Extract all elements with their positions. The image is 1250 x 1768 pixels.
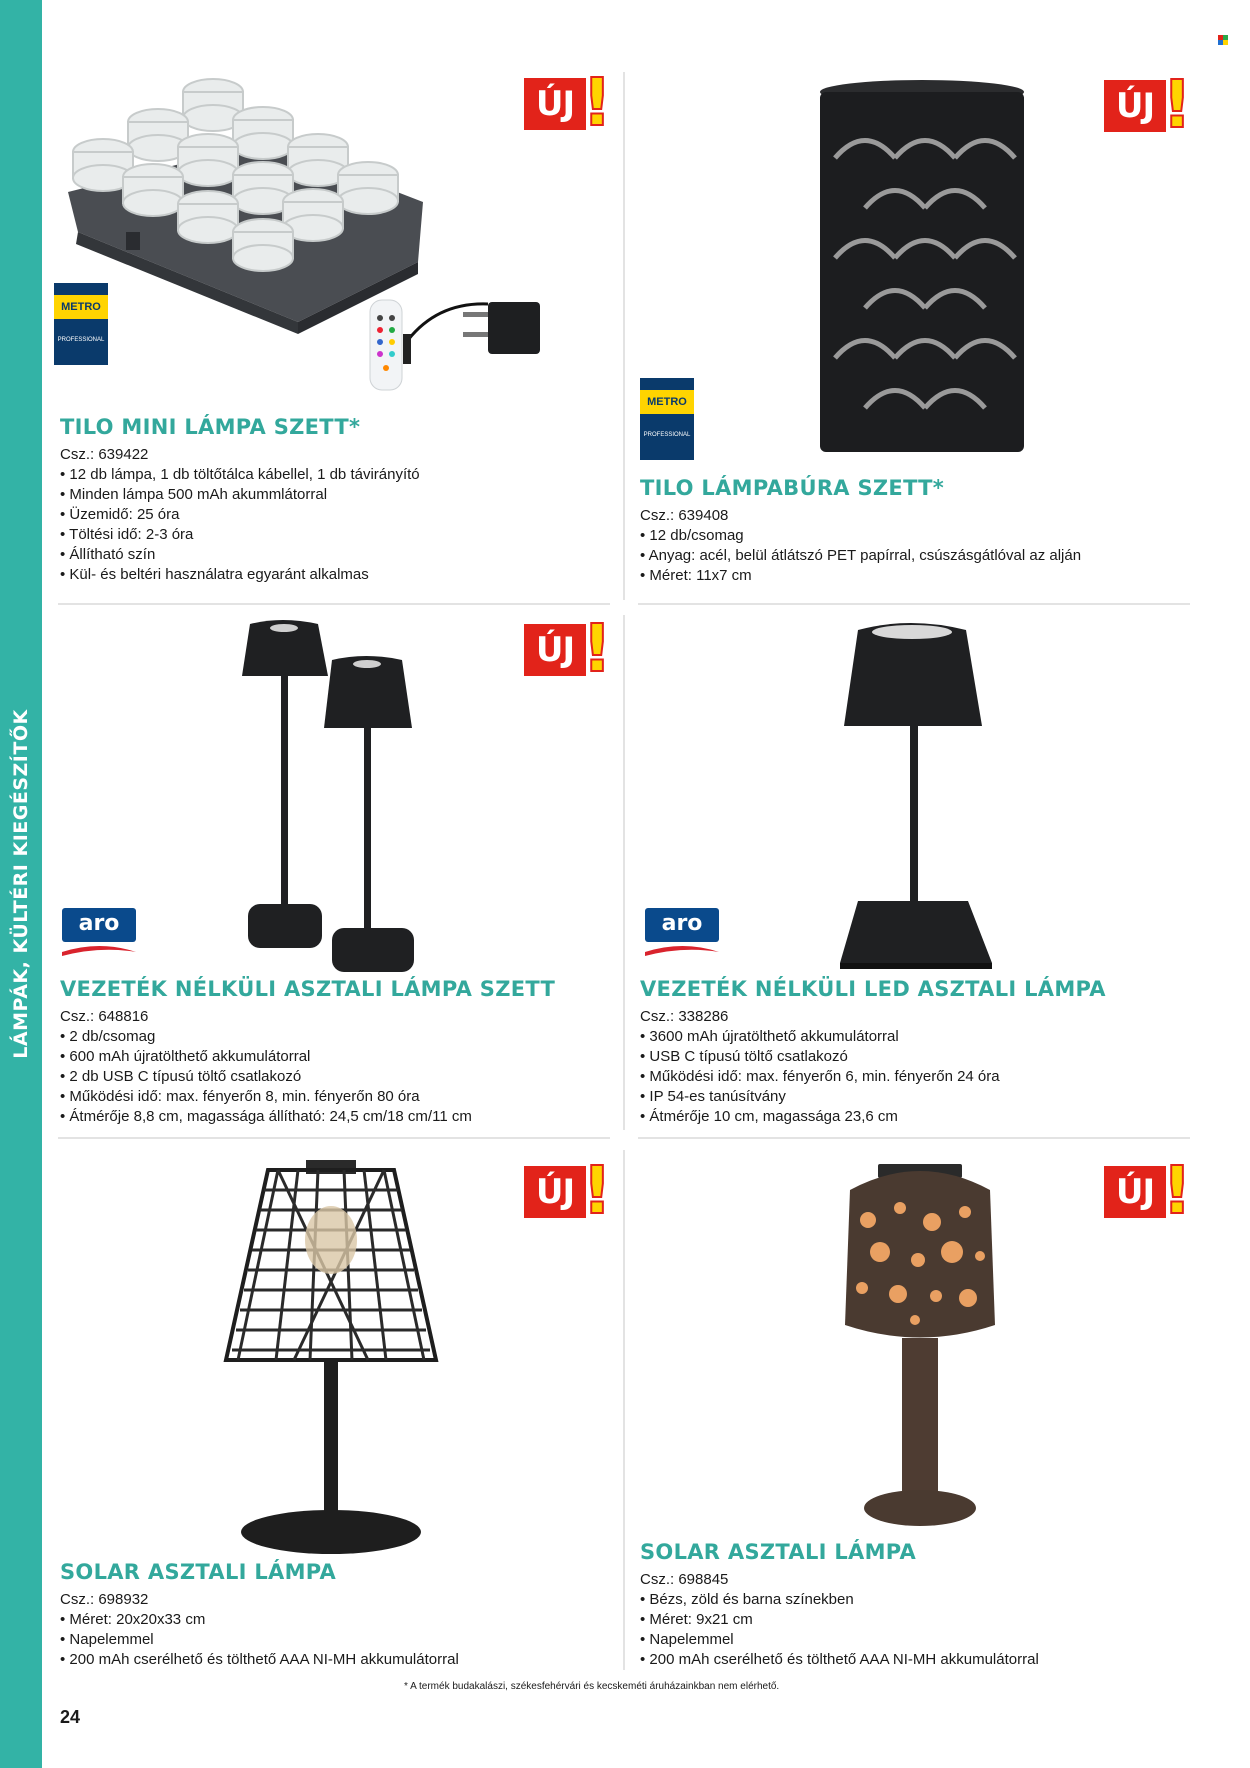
row-divider xyxy=(58,1137,610,1139)
cordless-table-lamp-set-image xyxy=(232,618,432,978)
feature-item: • Állítható szín xyxy=(60,545,420,565)
feature-item: • Méret: 11x7 cm xyxy=(640,566,1081,586)
solar-table-lamp-image xyxy=(840,1160,1000,1530)
feature-item: • USB C típusú töltő csatlakozó xyxy=(640,1047,1106,1067)
product-title: TILO LÁMPABÚRA SZETT* xyxy=(640,476,945,500)
new-badge: ÚJ ! xyxy=(524,72,606,142)
cordless-led-table-lamp-image xyxy=(840,618,1000,973)
feature-item: • Átmérője 8,8 cm, magassága állítható: 24,5 cm/18 cm/11 cm xyxy=(60,1107,555,1127)
feature-item: • 200 mAh cserélhető és tölthető AAA NI-MH akkumulátorral xyxy=(60,1650,459,1670)
column-divider xyxy=(623,72,625,600)
category-label: LÁMPÁK, KÜLTÉRI KIEGÉSZÍTŐK xyxy=(10,709,32,1059)
feature-item: • 12 db/csomag xyxy=(640,526,1081,546)
row-divider xyxy=(638,603,1190,605)
feature-list xyxy=(60,1610,459,1670)
feature-list xyxy=(640,1590,1039,1670)
feature-item: • Töltési idő: 2-3 óra xyxy=(60,525,420,545)
product-code: Csz.: 648816 xyxy=(60,1008,149,1025)
product-card xyxy=(60,1560,459,1670)
row-divider xyxy=(58,603,610,605)
product-code: Csz.: 639422 xyxy=(60,446,149,463)
product-card xyxy=(640,977,1106,1127)
feature-item: • 600 mAh újratölthető akkumulátorral xyxy=(60,1047,555,1067)
feature-item: • 2 db/csomag xyxy=(60,1027,555,1047)
feature-item: • Anyag: acél, belül átlátszó PET papírral, csúszásgátlóval az alján xyxy=(640,546,1081,566)
product-title: VEZETÉK NÉLKÜLI ASZTALI LÁMPA SZETT xyxy=(60,977,556,1001)
feature-item: • Napelemmel xyxy=(60,1630,459,1650)
new-badge: ÚJ ! xyxy=(1104,74,1186,144)
new-badge: ÚJ ! xyxy=(524,618,606,688)
product-code: Csz.: 698932 xyxy=(60,1591,149,1608)
product-title: SOLAR ASZTALI LÁMPA xyxy=(60,1560,337,1584)
column-divider xyxy=(623,615,625,1130)
product-title: SOLAR ASZTALI LÁMPA xyxy=(640,1540,917,1564)
feature-item: • Napelemmel xyxy=(640,1630,1039,1650)
feature-list xyxy=(60,1027,555,1127)
feature-item: • Minden lámpa 500 mAh akummlátorral xyxy=(60,485,420,505)
footnote: * A termék budakalászi, székesfehérvári és kecskeméti áruházainkban nem elérhető. xyxy=(404,1681,780,1692)
feature-item: • Üzemidő: 25 óra xyxy=(60,505,420,525)
solar-rattan-table-lamp-image xyxy=(218,1160,444,1560)
feature-list xyxy=(60,465,420,585)
feature-item: • Bézs, zöld és barna színekben xyxy=(640,1590,1039,1610)
product-code: Csz.: 338286 xyxy=(640,1008,729,1025)
feature-item: • Működési idő: max. fényerőn 6, min. fényerőn 24 óra xyxy=(640,1067,1106,1087)
metro-professional-logo: METRO PROFESSIONAL xyxy=(640,378,694,460)
feature-item: • Méret: 9x21 cm xyxy=(640,1610,1039,1630)
feature-item: • 200 mAh cserélhető és tölthető AAA NI-MH akkumulátorral xyxy=(640,1650,1039,1670)
lamp-shade-set-image xyxy=(815,78,1030,468)
feature-item: • Méret: 20x20x33 cm xyxy=(60,1610,459,1630)
feature-item: • Átmérője 10 cm, magassága 23,6 cm xyxy=(640,1107,1106,1127)
product-title: VEZETÉK NÉLKÜLI LED ASZTALI LÁMPA xyxy=(640,977,1106,1001)
feature-item: • Működési idő: max. fényerőn 8, min. fényerőn 80 óra xyxy=(60,1087,555,1107)
feature-item: • Kül- és beltéri használatra egyaránt alkalmas xyxy=(60,565,420,585)
product-card xyxy=(640,476,1081,586)
feature-item: • 3600 mAh újratölthető akkumulátorral xyxy=(640,1027,1106,1047)
product-card xyxy=(60,977,555,1127)
product-code: Csz.: 639408 xyxy=(640,507,729,524)
aro-logo: aro xyxy=(58,908,140,960)
new-badge: ÚJ ! xyxy=(1104,1160,1186,1230)
feature-item: • 2 db USB C típusú töltő csatlakozó xyxy=(60,1067,555,1087)
category-sidebar xyxy=(0,0,42,1768)
print-color-mark xyxy=(1218,35,1228,45)
metro-professional-logo: METRO PROFESSIONAL xyxy=(54,283,108,365)
feature-item: • 12 db lámpa, 1 db töltőtálca kábellel, 1 db távirányító xyxy=(60,465,420,485)
product-card xyxy=(60,415,420,585)
new-badge: ÚJ ! xyxy=(524,1160,606,1230)
feature-list xyxy=(640,1027,1106,1127)
aro-logo: aro xyxy=(641,908,723,960)
feature-list xyxy=(640,526,1081,586)
product-card xyxy=(640,1540,1039,1670)
page-number: 24 xyxy=(60,1707,81,1727)
product-title: TILO MINI LÁMPA SZETT* xyxy=(60,415,361,439)
column-divider xyxy=(623,1150,625,1670)
feature-item: • IP 54-es tanúsítvány xyxy=(640,1087,1106,1107)
row-divider xyxy=(638,1137,1190,1139)
product-code: Csz.: 698845 xyxy=(640,1571,729,1588)
